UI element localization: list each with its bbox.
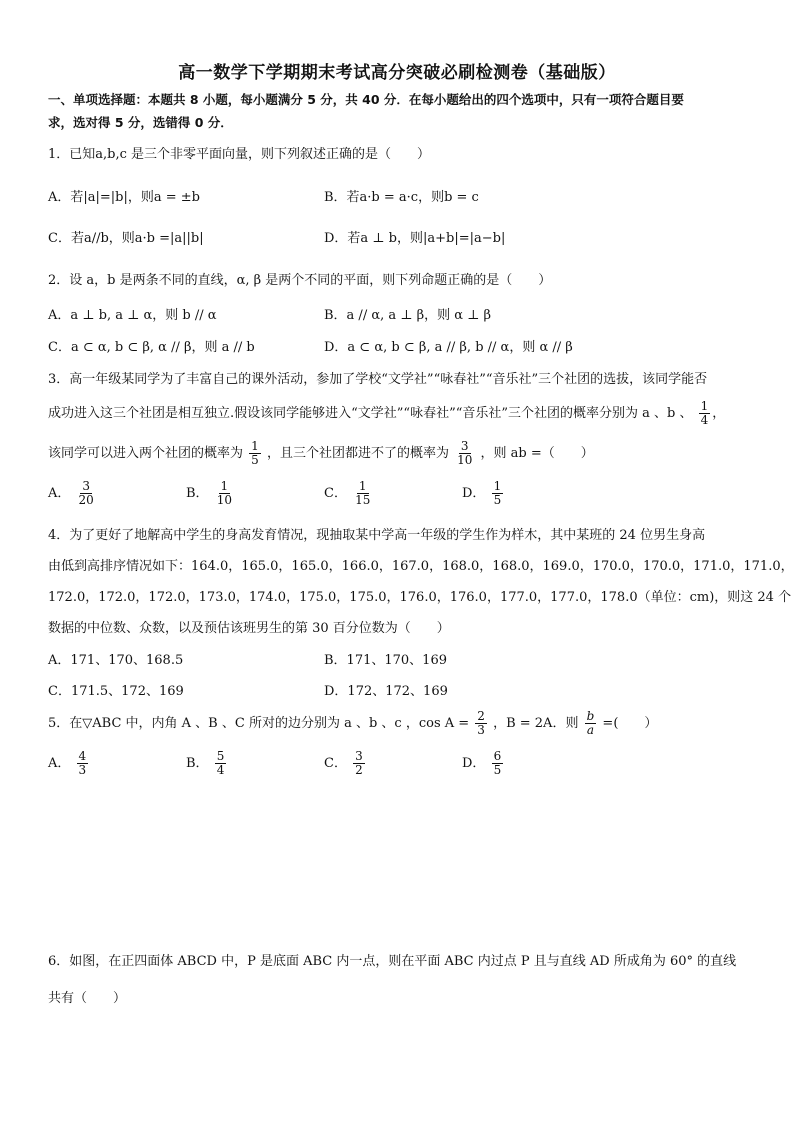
option-label: D． [462, 756, 486, 771]
section-instructions [48, 88, 748, 134]
fraction-numerator: 3 [355, 749, 363, 763]
q3-line-2-text: 成功进入这三个社团是相互独立.假设该同学能够进入“文学社”“咏春社”“音乐社”三个社团的概率分别为 a 、b 、 [48, 406, 693, 421]
fraction-denominator: 2 [355, 763, 363, 777]
q1-stem: 1．已知a,b,c 是三个非零平面向量，则下列叙述正确的是（ ） [48, 147, 431, 162]
q1-option-b: B．若a·b = a·c，则b = c [324, 190, 479, 205]
q4-option-a: A．171、170、168.5 [48, 653, 184, 668]
fraction-numerator: 3 [460, 439, 469, 453]
option-label: B． [186, 756, 209, 771]
option-label: B． [186, 486, 209, 501]
fraction-denominator: 3 [78, 763, 87, 777]
fraction-denominator: 20 [78, 493, 94, 507]
fraction-denominator: 5 [493, 493, 502, 507]
fraction-numerator: 1 [358, 479, 367, 493]
fraction-denominator: 4 [216, 763, 225, 777]
q2-option-c: C．a ⊂ α, b ⊂ β, α // β，则 a // b [48, 340, 255, 355]
q2-option-b: B．a // α, a ⊥ β，则 α ⊥ β [324, 308, 492, 323]
q2-option-d: D．a ⊂ α, b ⊂ β, a // β, b // α，则 α // β [324, 340, 573, 355]
option-fraction [492, 750, 504, 777]
q5-stem-c: =( ） [602, 716, 658, 731]
q1-option-c: C．若a//b，则a·b =|a||b| [48, 231, 204, 246]
option-label: C． [324, 756, 347, 771]
q5-stem [48, 710, 657, 737]
q2-option-a: A．a ⊥ b, a ⊥ α，则 b // α [48, 308, 217, 323]
option-fraction [353, 480, 372, 507]
option-label: A． [48, 486, 71, 501]
q4-option-c: C．171.5、172、169 [48, 684, 184, 699]
q3-option-c [324, 480, 374, 507]
fraction-numerator: 2 [477, 709, 485, 723]
q5-option-d [462, 750, 505, 777]
section-line-2: 求，选对得 5 分，选错得 0 分． [48, 115, 233, 130]
q5-fraction-b-over-a [585, 710, 597, 737]
option-label: C． [324, 486, 347, 501]
fraction-denominator: 4 [700, 413, 709, 427]
fraction-numerator: 1 [220, 479, 229, 493]
q3-option-d [462, 480, 505, 507]
q5-fraction-cos [475, 710, 487, 737]
q1-option-d: D．若a ⊥ b，则|a+b|=|a−b| [324, 231, 506, 246]
fraction-denominator: a [586, 723, 595, 737]
q3-option-b [186, 480, 236, 507]
option-label: A． [48, 756, 71, 771]
option-fraction [215, 750, 227, 777]
option-fraction [353, 750, 365, 777]
q4-line-3: 172.0，172.0，172.0，173.0，174.0，175.0，175.0，176.0，176.0，177.0，177.0，178.0（单位：cm)，则这 24 个 [48, 590, 792, 605]
q2-stem: 2．设 a，b 是两条不同的直线，α, β 是两个不同的平面，则下列命题正确的是（ ） [48, 273, 552, 288]
q5-option-a [48, 750, 90, 777]
fraction-numerator: 3 [82, 479, 90, 493]
fraction-denominator: 3 [477, 723, 485, 737]
option-fraction [492, 480, 504, 507]
q4-option-d: D．172、172、169 [324, 684, 448, 699]
q5-option-c [324, 750, 367, 777]
fraction-denominator: 5 [251, 453, 259, 467]
q1-option-a: A．若|a|=|b|，则a = ±b [48, 190, 200, 205]
q4-line-4: 数据的中位数、众数，以及预估该班男生的第 30 百分位数为（ ） [48, 621, 450, 636]
fraction-numerator: 1 [251, 439, 259, 453]
option-fraction [215, 480, 234, 507]
q5-stem-a: 5．在▽ABC 中，内角 A 、B 、C 所对的边分别为 a 、b 、c ，cos A = [48, 716, 470, 731]
option-fraction [77, 750, 89, 777]
section-line-1: 一、单项选择题：本题共 8 小题，每小题满分 5 分，共 40 分．在每小题给出的四个选项中，只有一项符合题目要 [48, 92, 684, 107]
fraction-denominator: 15 [355, 493, 371, 507]
q6-line-1: 6．如图，在正四面体 ABCD 中，P 是底面 ABC 内一点，则在平面 ABC 内过点 P 且与直线 AD 所成角为 60° 的直线 [48, 954, 737, 969]
fraction-denominator: 10 [457, 453, 473, 467]
fraction-numerator: 5 [216, 749, 225, 763]
fraction-denominator: 10 [216, 493, 232, 507]
fraction-denominator: 5 [493, 763, 502, 777]
fraction-numerator: 1 [700, 399, 709, 413]
q3-line-3 [48, 440, 594, 467]
option-label: D． [462, 486, 486, 501]
q3-line-3c: ，则 ab =（ ） [480, 446, 594, 461]
fraction-numerator: 4 [78, 749, 87, 763]
q3-fraction-fifth [249, 440, 261, 467]
page-title: 高一数学下学期期末考试高分突破必刷检测卷（基础版） [178, 63, 616, 83]
q5-stem-b: ，B = 2A．则 [493, 716, 579, 731]
q3-line-1: 3．高一年级某同学为了丰富自己的课外活动，参加了学校“文学社”“咏春社”“音乐社”三个社团的选拔，该同学能否 [48, 372, 708, 387]
q3-line-3b: ，且三个社团都进不了的概率为 [266, 446, 449, 461]
q3-line-2: 成功进入这三个社团是相互独立.假设该同学能够进入“文学社”“咏春社”“音乐社”三个社团的概率分别为 a 、b 、 $\frac{1}{4}$ ， [48, 399, 726, 427]
q4-option-b: B．171、170、169 [324, 653, 447, 668]
q6-line-2: 共有（ ） [48, 991, 127, 1006]
q5-option-b [186, 750, 228, 777]
fraction-numerator: b [586, 709, 595, 723]
q3-line-3a: 该同学可以进入两个社团的概率为 [48, 446, 244, 461]
q4-line-1: 4．为了更好了地解高中学生的身高发育情况，现抽取某中学高一年级的学生作为样木，其中某班的 24 位男生身高 [48, 528, 706, 543]
fraction-numerator: 6 [493, 749, 502, 763]
q3-fraction-quarter [699, 400, 711, 427]
fraction-numerator: 1 [493, 479, 502, 493]
q3-option-a [48, 480, 98, 507]
q3-fraction-3-10 [455, 440, 474, 467]
option-fraction [77, 480, 96, 507]
q4-line-2: 由低到高排序情况如下：164.0，165.0，165.0，166.0，167.0，168.0，168.0，169.0，170.0，170.0，171.0，171.0， [48, 559, 794, 574]
